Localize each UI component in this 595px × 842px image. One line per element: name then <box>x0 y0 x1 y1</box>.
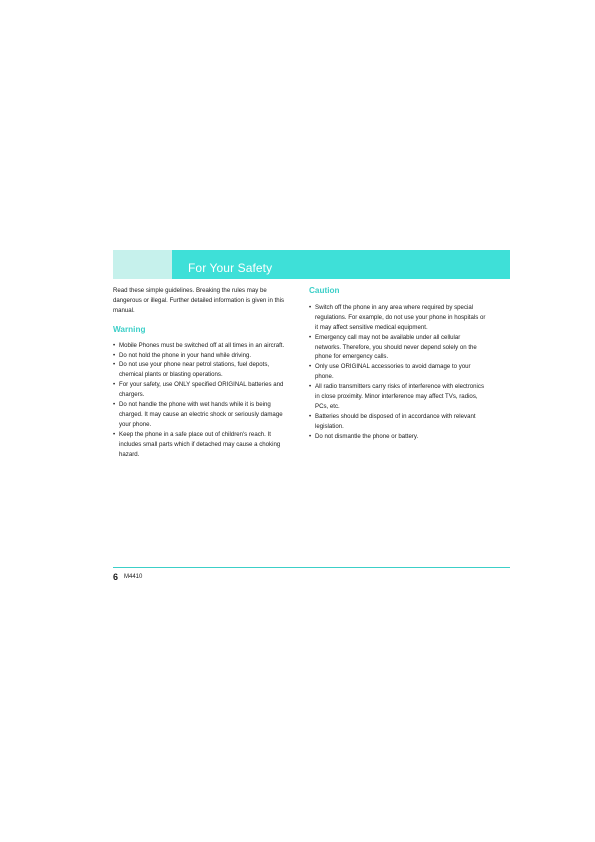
warning-item <box>113 430 291 460</box>
bullet-icon: • <box>309 432 312 440</box>
caution-item-text: Batteries should be disposed of in accordance with relevant legislation. <box>315 412 476 430</box>
caution-item <box>309 303 487 333</box>
warning-item <box>113 351 291 361</box>
bullet-icon: • <box>309 333 312 341</box>
caution-item-text: All radio transmitters carry risks of interference with electronics in close proximity. Minor interference may affect TVs, radios, PCs, etc. <box>315 383 484 410</box>
bullet-icon: • <box>113 351 116 359</box>
right-column <box>309 286 487 442</box>
caution-item <box>309 362 487 382</box>
page-number: 6 <box>113 572 119 582</box>
caution-item <box>309 432 487 442</box>
warning-item <box>113 341 291 351</box>
warning-item-text: Keep the phone in a safe place out of children's reach. It includes small parts which if detached may cause a choking hazard. <box>119 430 281 458</box>
warning-list <box>113 341 291 460</box>
bullet-icon: • <box>309 303 312 311</box>
page-title: For Your Safety <box>188 261 273 275</box>
bullet-icon: • <box>113 430 116 438</box>
left-column <box>113 286 291 460</box>
bullet-icon: • <box>309 412 312 420</box>
caution-item <box>309 333 487 363</box>
bullet-icon: • <box>309 383 312 391</box>
bullet-icon: • <box>113 401 116 409</box>
warning-item <box>113 380 291 400</box>
warning-item-text: Do not hold the phone in your hand while driving. <box>119 351 252 359</box>
warning-item-text: Do not handle the phone with wet hands while it is being charged. It may cause an electric shock or seriously damage your phone. <box>119 401 283 428</box>
caution-item <box>309 412 487 432</box>
caution-item-text: Do not dismantle the phone or battery. <box>315 432 419 440</box>
warning-item <box>113 360 291 380</box>
caution-item <box>309 382 487 412</box>
caution-item-text: Emergency call may not be available under all cellular networks. Therefore, you should never depend solely on the phone for emergency calls. <box>315 333 477 361</box>
bullet-icon: • <box>113 381 116 389</box>
warning-item-text: Mobile Phones must be switched off at all times in an aircraft. <box>119 341 285 349</box>
bullet-icon: • <box>113 361 116 369</box>
caution-item-text: Only use ORIGINAL accessories to avoid damage to your phone. <box>315 363 471 381</box>
caution-list <box>309 303 487 442</box>
section-banner <box>113 250 510 279</box>
caution-heading: Caution <box>309 286 340 295</box>
model-name: M4410 <box>124 574 143 580</box>
intro-paragraph: Read these simple guidelines. Breaking the rules may be dangerous or illegal. Further detailed information is given in this manual. <box>113 287 285 314</box>
warning-item <box>113 400 291 430</box>
warning-item-text: For your safety, use ONLY specified ORIGINAL batteries and chargers. <box>119 381 284 399</box>
footer-divider <box>113 567 510 568</box>
bullet-icon: • <box>113 341 116 349</box>
banner-main-block <box>172 250 510 279</box>
banner-light-block <box>113 250 172 279</box>
bullet-icon: • <box>309 363 312 371</box>
caution-item-text: Switch off the phone in any area where required by special regulations. For example, do not use your phone in hospitals or it may affect sensitive medical equipment. <box>315 303 486 331</box>
warning-item-text: Do not use your phone near petrol stations, fuel depots, chemical plants or blasting operations. <box>119 361 270 379</box>
warning-heading: Warning <box>113 324 146 334</box>
